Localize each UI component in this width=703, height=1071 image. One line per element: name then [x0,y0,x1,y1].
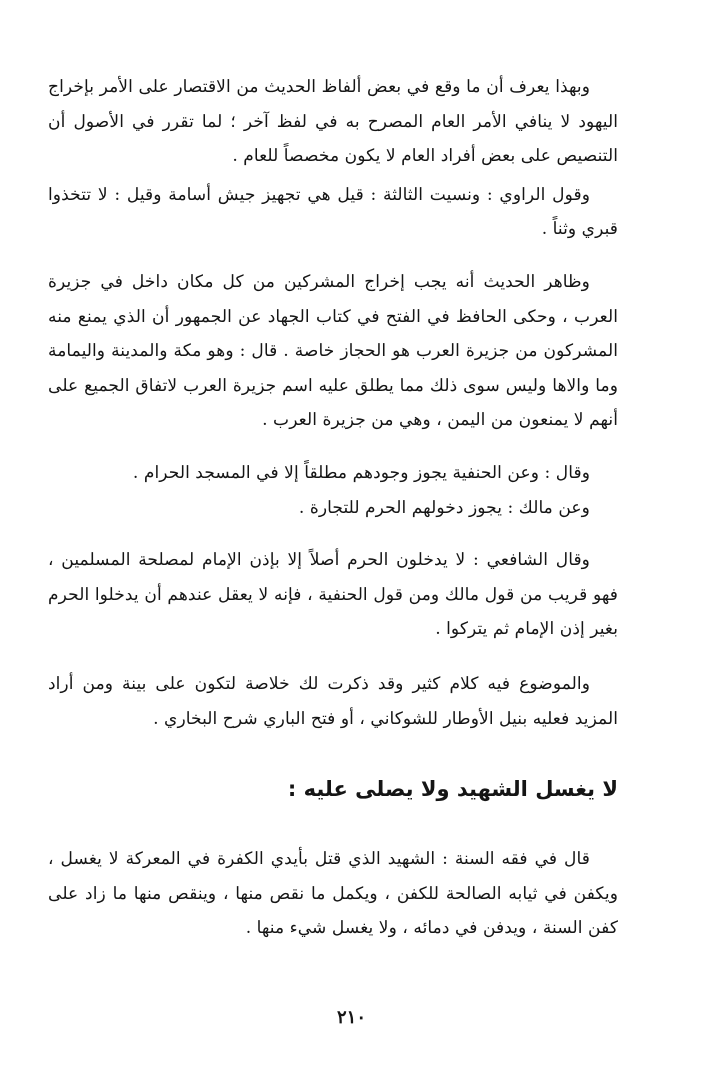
paragraph-narrator-third: وقول الراوي : ونسيت الثالثة : قيل هي تجهيز جيش أسامة وقيل : لا تتخذوا قبري وثناً . [48,184,618,240]
paragraph-maliki-view: وعن مالك : يجوز دخولهم الحرم للتجارة . [298,497,590,518]
section-heading: لا يغسل الشهيد ولا يصلى عليه : [287,777,618,802]
paragraph-further-reading: والموضوع فيه كلام كثير وقد ذكرت لك خلاصة لتكون على بينة ومن أراد المزيد فعليه بنيل الأوطار للشوكاني ، أو فتح الباري شرح البخاري . [48,673,618,729]
paragraph-arabian-peninsula: وظاهر الحديث أنه يجب إخراج المشركين من كل مكان داخل في جزيرة العرب ، وحكى الحافظ في الفتح في كتاب الجهاد عن الجمهور أن الذي يمنع منه المشركون من جزيرة العرب هو الحجاز خاصة . قال : وهو مكة والمدينة واليمامة وما والاها وليس سوى ذلك مما يطلق عليه اسم جزيرة العرب لاتفاق الجميع على أنهم لا يمنعون من اليمن ، وهي من جزيرة العرب . [48,271,618,431]
paragraph-hanafi-view: وقال : وعن الحنفية يجوز وجودهم مطلقاً إلا في المسجد الحرام . [132,462,590,483]
paragraph-expulsion-of-jews: وبهذا يعرف أن ما وقع في بعض ألفاظ الحديث من الاقتصار على الأمر بإخراج اليهود لا ينافي الأمر العام المصرح به في لفظ آخر ؛ لما تقرر في الأصول أن التنصيص على بعض أفراد العام لا يكون مخصصاً للعام . [48,77,618,167]
page-number: ٢١٠ [336,1007,366,1028]
paragraph-martyr-ruling: قال في فقه السنة : الشهيد الذي قتل بأيدي الكفرة في المعركة لا يغسل ، ويكفن في ثيابه الصالحة للكفن ، ويكمل ما نقص منها ، وينقص منها ما زاد على كفن السنة ، ويدفن في دمائه ، ولا يغسل شيء منها . [48,849,618,939]
paragraph-shafii-view: وقال الشافعي : لا يدخلون الحرم أصلاً إلا بإذن الإمام لمصلحة المسلمين ، فهو قريب من قول مالك ومن قول الحنفية ، فإنه لا يعقل عندهم أن يدخلوا الحرم بغير إذن الإمام ثم يتركوا . [48,550,618,640]
page-body [48,70,618,946]
